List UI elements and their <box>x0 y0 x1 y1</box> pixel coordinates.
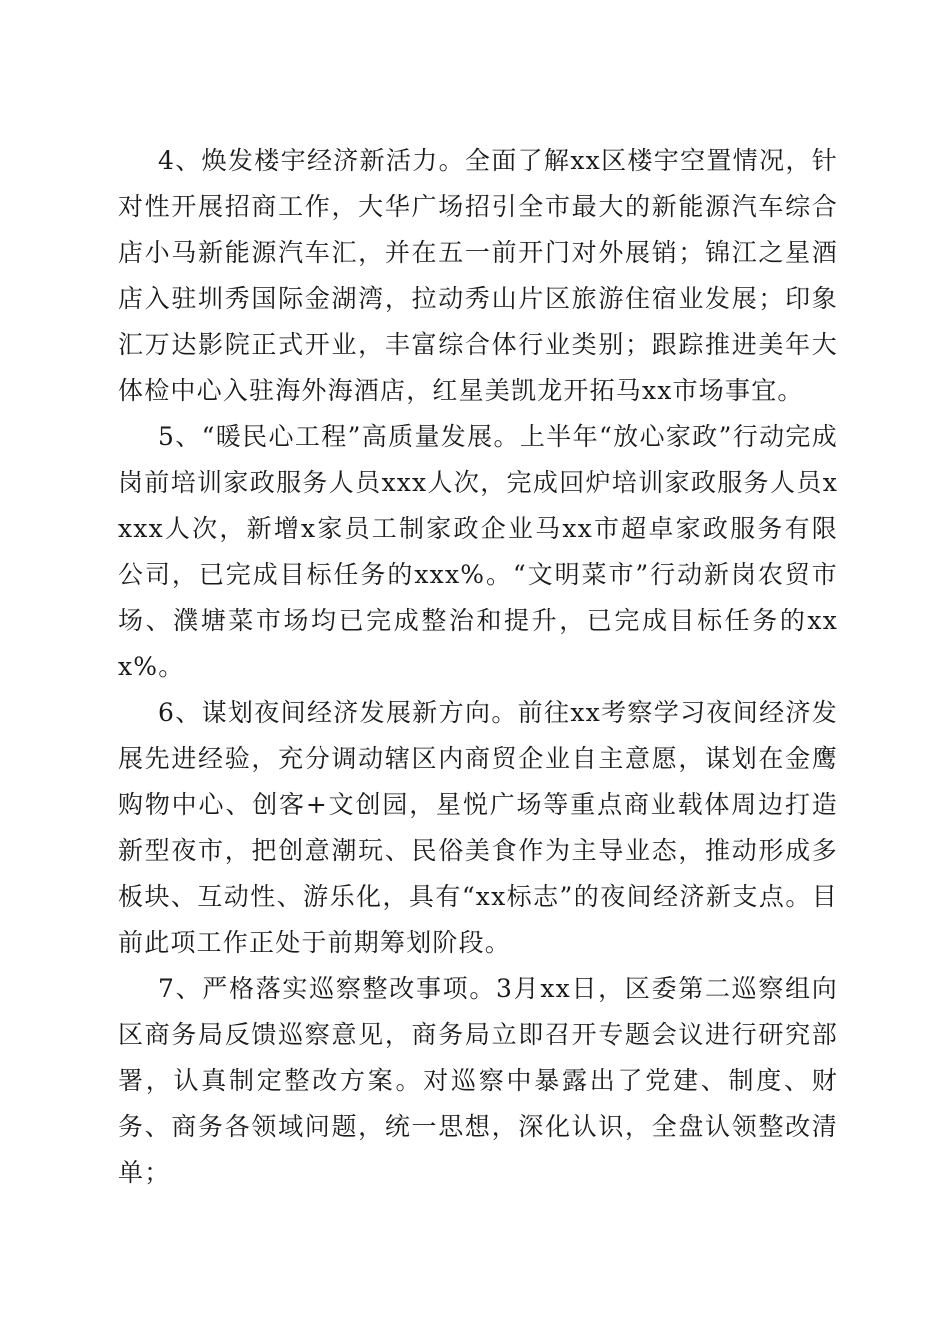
paragraph-7-inspection-rectification: 7、严格落实巡察整改事项。3月xx日，区委第二巡察组向区商务局反馈巡察意见，商务局立即召开专题会议进行研究部署，认真制定整改方案。对巡察中暴露出了党建、制度、财务、商务各领域问题，统一思想，深化认识，全盘认领整改清单； <box>118 974 838 1187</box>
document-body <box>118 138 838 1196</box>
paragraph-6-night-economy: 6、谋划夜间经济发展新方向。前往xx考察学习夜间经济发展先进经验，充分调动辖区内商贸企业自主意愿，谋划在金鹰购物中心、创客+文创园，星悦广场等重点商业载体周边打造新型夜市，把创意潮玩、民俗美食作为主导业态，推动形成多板块、互动性、游乐化，具有“xx标志”的夜间经济新支点。目前此项工作正处于前期筹划阶段。 <box>118 698 838 957</box>
paragraph-5-warm-heart-project: 5、“暖民心工程”高质量发展。上半年“放心家政”行动完成岗前培训家政服务人员xxx人次，完成回炉培训家政服务人员xxxx人次，新增x家员工制家政企业马xx市超卓家政服务有限公司，已完成目标任务的xxx%。“文明菜市”行动新岗农贸市场、濮塘菜市场均已完成整治和提升，已完成目标任务的xxx%。 <box>118 422 838 681</box>
paragraph-4-building-economy: 4、焕发楼宇经济新活力。全面了解xx区楼宇空置情况，针对性开展招商工作，大华广场招引全市最大的新能源汽车综合店小马新能源汽车汇，并在五一前开门对外展销；锦江之星酒店入驻圳秀国际金湖湾，拉动秀山片区旅游住宿业发展；印象汇万达影院正式开业，丰富综合体行业类别；跟踪推进美年大体检中心入驻海外海酒店，红星美凯龙开拓马xx市场事宜。 <box>118 146 838 405</box>
